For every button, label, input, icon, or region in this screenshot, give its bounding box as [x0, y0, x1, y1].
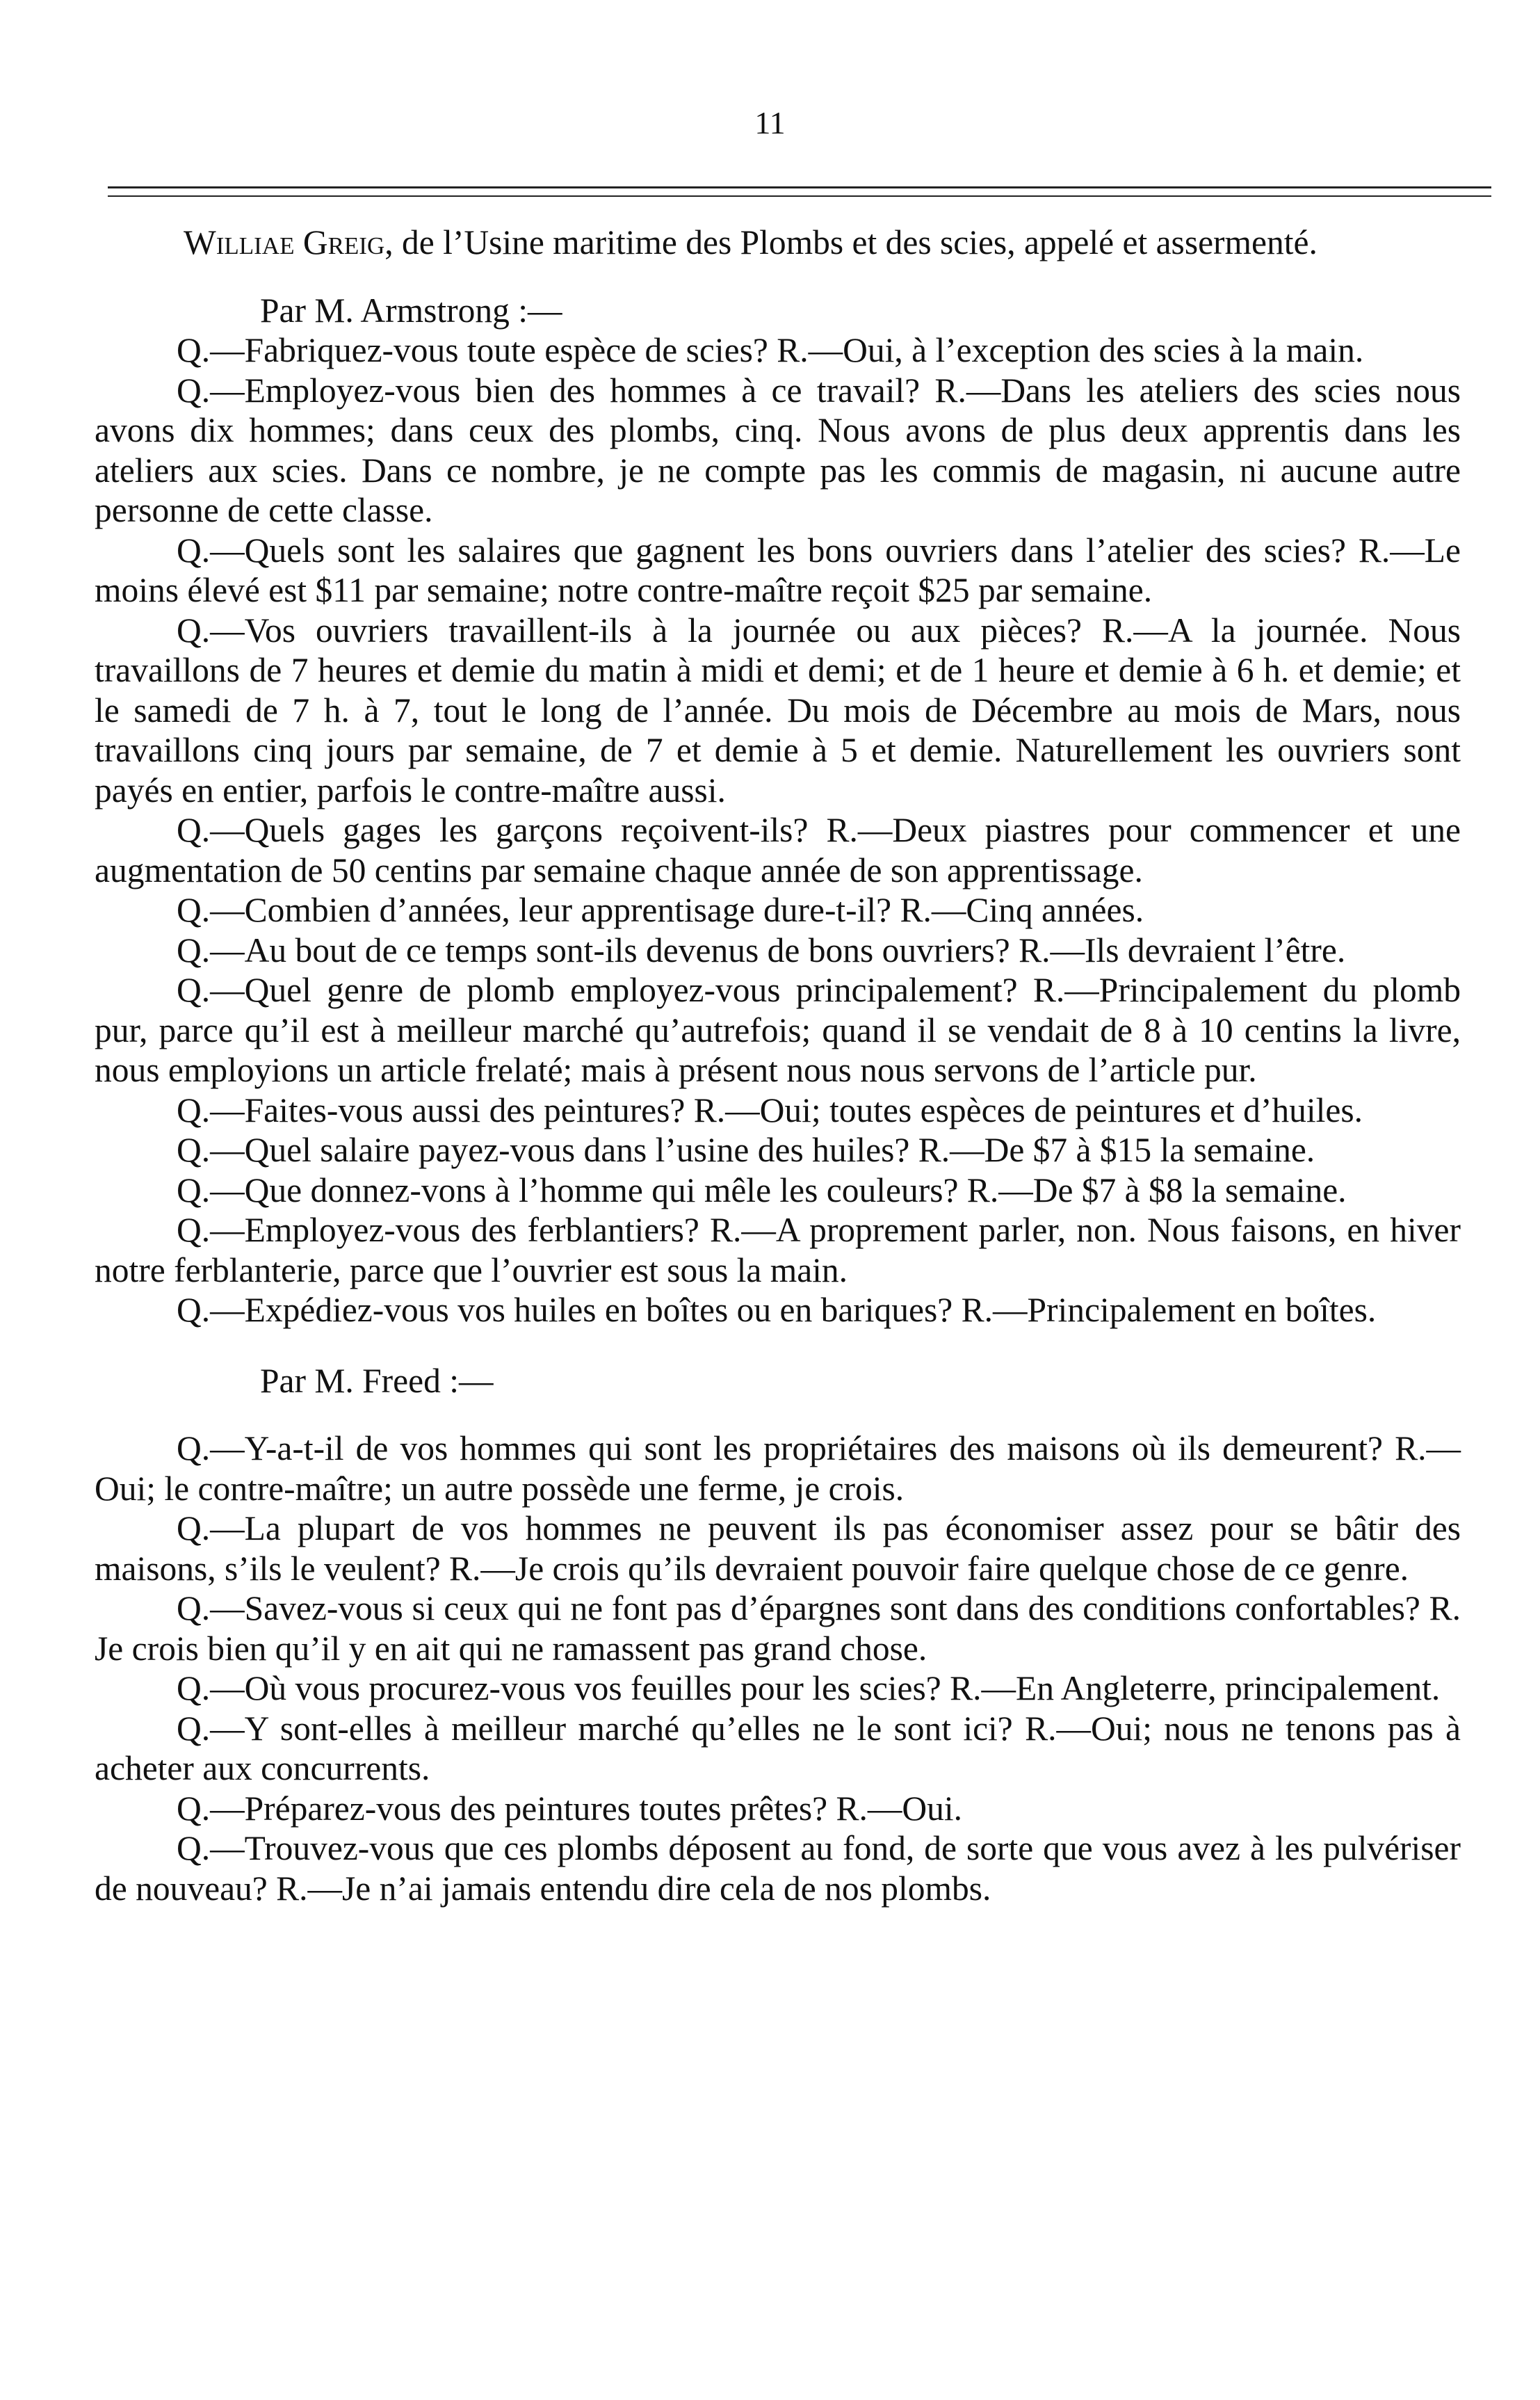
qa-paragraph: Q.—Que donnez-vons à l’homme qui mêle les couleurs? R.—De $7 à $8 la semaine.	[177, 1170, 1347, 1209]
qa-paragraph: Q.—Employez-vous bien des hommes à ce travail? R.—Dans les ateliers des scies nous avons dix hommes; dans ceux des plombs, cinq. Nous avons de plus deux apprentis dans les ateliers aux scies. Dans ce nombre, je ne compte pas les commis de magasin, ni aucune autre personne de cette classe.	[95, 371, 1461, 529]
page-number: 11	[754, 105, 786, 140]
qa-paragraph: Q.—Savez-vous si ceux qui ne font pas d’épargnes sont dans des conditions confortables? R. Je crois bien qu’il y en ait qui ne ramassent pas grand chose.	[95, 1589, 1461, 1668]
examiner-heading: Par M. Freed :—	[260, 1361, 494, 1400]
witness-name: Williae Greig	[184, 223, 385, 261]
qa-paragraph: Q.—Employez-vous des ferblantiers? R.—A proprement parler, non. Nous faisons, en hiver notre ferblanterie, parce que l’ouvrier est sous la main.	[95, 1211, 1461, 1289]
qa-paragraph: Q.—Quels sont les salaires que gagnent les bons ouvriers dans l’atelier des scies? R.—Le moins élevé est $11 par semaine; notre contre-maître reçoit $25 par semaine.	[95, 531, 1461, 609]
qa-paragraph: Q.—Fabriquez-vous toute espèce de scies? R.—Oui, à l’exception des scies à la main.	[177, 331, 1364, 369]
qa-paragraph: Q.—Où vous procurez-vous vos feuilles pour les scies? R.—En Angleterre, principalement.	[177, 1669, 1441, 1707]
qa-paragraph: Q.—Faites-vous aussi des peintures? R.—Oui; toutes espèces de peintures et d’huiles.	[177, 1090, 1363, 1129]
qa-paragraph: Q.—La plupart de vos hommes ne peuvent ils pas économiser assez pour se bâtir des maisons, s’ils le veulent? R.—Je crois qu’ils devraient pouvoir faire quelque chose de ce genre.	[95, 1509, 1461, 1588]
qa-paragraph: Q.—Trouvez-vous que ces plombs déposent au fond, de sorte que vous avez à les pulvériser de nouveau? R.—Je n’ai jamais entendu dire cela de nos plombs.	[95, 1829, 1461, 1908]
witness-description: , de l’Usine maritime des Plombs et des scies, appelé et assermenté.	[384, 223, 1318, 261]
body-text	[95, 223, 1461, 1908]
qa-paragraph: Q.—Vos ouvriers travaillent-ils à la journée ou aux pièces? R.—A la journée. Nous travaillons de 7 heures et demie du matin à midi et demi; et de 1 heure et demie à 6 h. et demie; et le samedi de 7 h. à 7, tout le long de l’année. Du mois de Décembre au mois de Mars, nous travaillons cinq jours par semaine, de 7 et demie à 5 et demie. Naturellement les ouvriers sont payés en entier, parfois le contre-maître aussi.	[95, 611, 1461, 810]
qa-paragraph: Q.—Expédiez-vous vos huiles en boîtes ou en bariques? R.—Principalement en boîtes.	[177, 1291, 1377, 1329]
header-rule	[108, 186, 1491, 197]
qa-paragraph: Q.—Y-a-t-il de vos hommes qui sont les propriétaires des maisons où ils demeurent? R.—Oui; le contre-maître; un autre possède une ferme, je crois.	[95, 1429, 1461, 1508]
qa-paragraph: Q.—Au bout de ce temps sont-ils devenus de bons ouvriers? R.—Ils devraient l’être.	[177, 931, 1346, 969]
qa-paragraph: Q.—Préparez-vous des peintures toutes prêtes? R.—Oui.	[177, 1789, 962, 1828]
witness-intro	[95, 223, 1461, 263]
qa-paragraph: Q.—Combien d’années, leur apprentisage dure-t-il? R.—Cinq années.	[177, 891, 1144, 929]
qa-paragraph: Q.—Quels gages les garçons reçoivent-ils? R.—Deux piastres pour commencer et une augmentation de 50 centins par semaine chaque année de son apprentissage.	[95, 811, 1461, 889]
qa-paragraph: Q.—Y sont-elles à meilleur marché qu’elles ne le sont ici? R.—Oui; nous ne tenons pas à acheter aux concurrents.	[95, 1709, 1461, 1787]
qa-paragraph: Q.—Quel salaire payez-vous dans l’usine des huiles? R.—De $7 à $15 la semaine.	[177, 1131, 1315, 1169]
examiner-heading: Par M. Armstrong :—	[260, 291, 562, 330]
qa-paragraph: Q.—Quel genre de plomb employez-vous principalement? R.—Principalement du plomb pur, parce qu’il est à meilleur marché qu’autrefois; quand il se vendait de 8 à 10 centins la livre, nous employions un article frelaté; mais à présent nous nous servons de l’article pur.	[95, 971, 1461, 1089]
